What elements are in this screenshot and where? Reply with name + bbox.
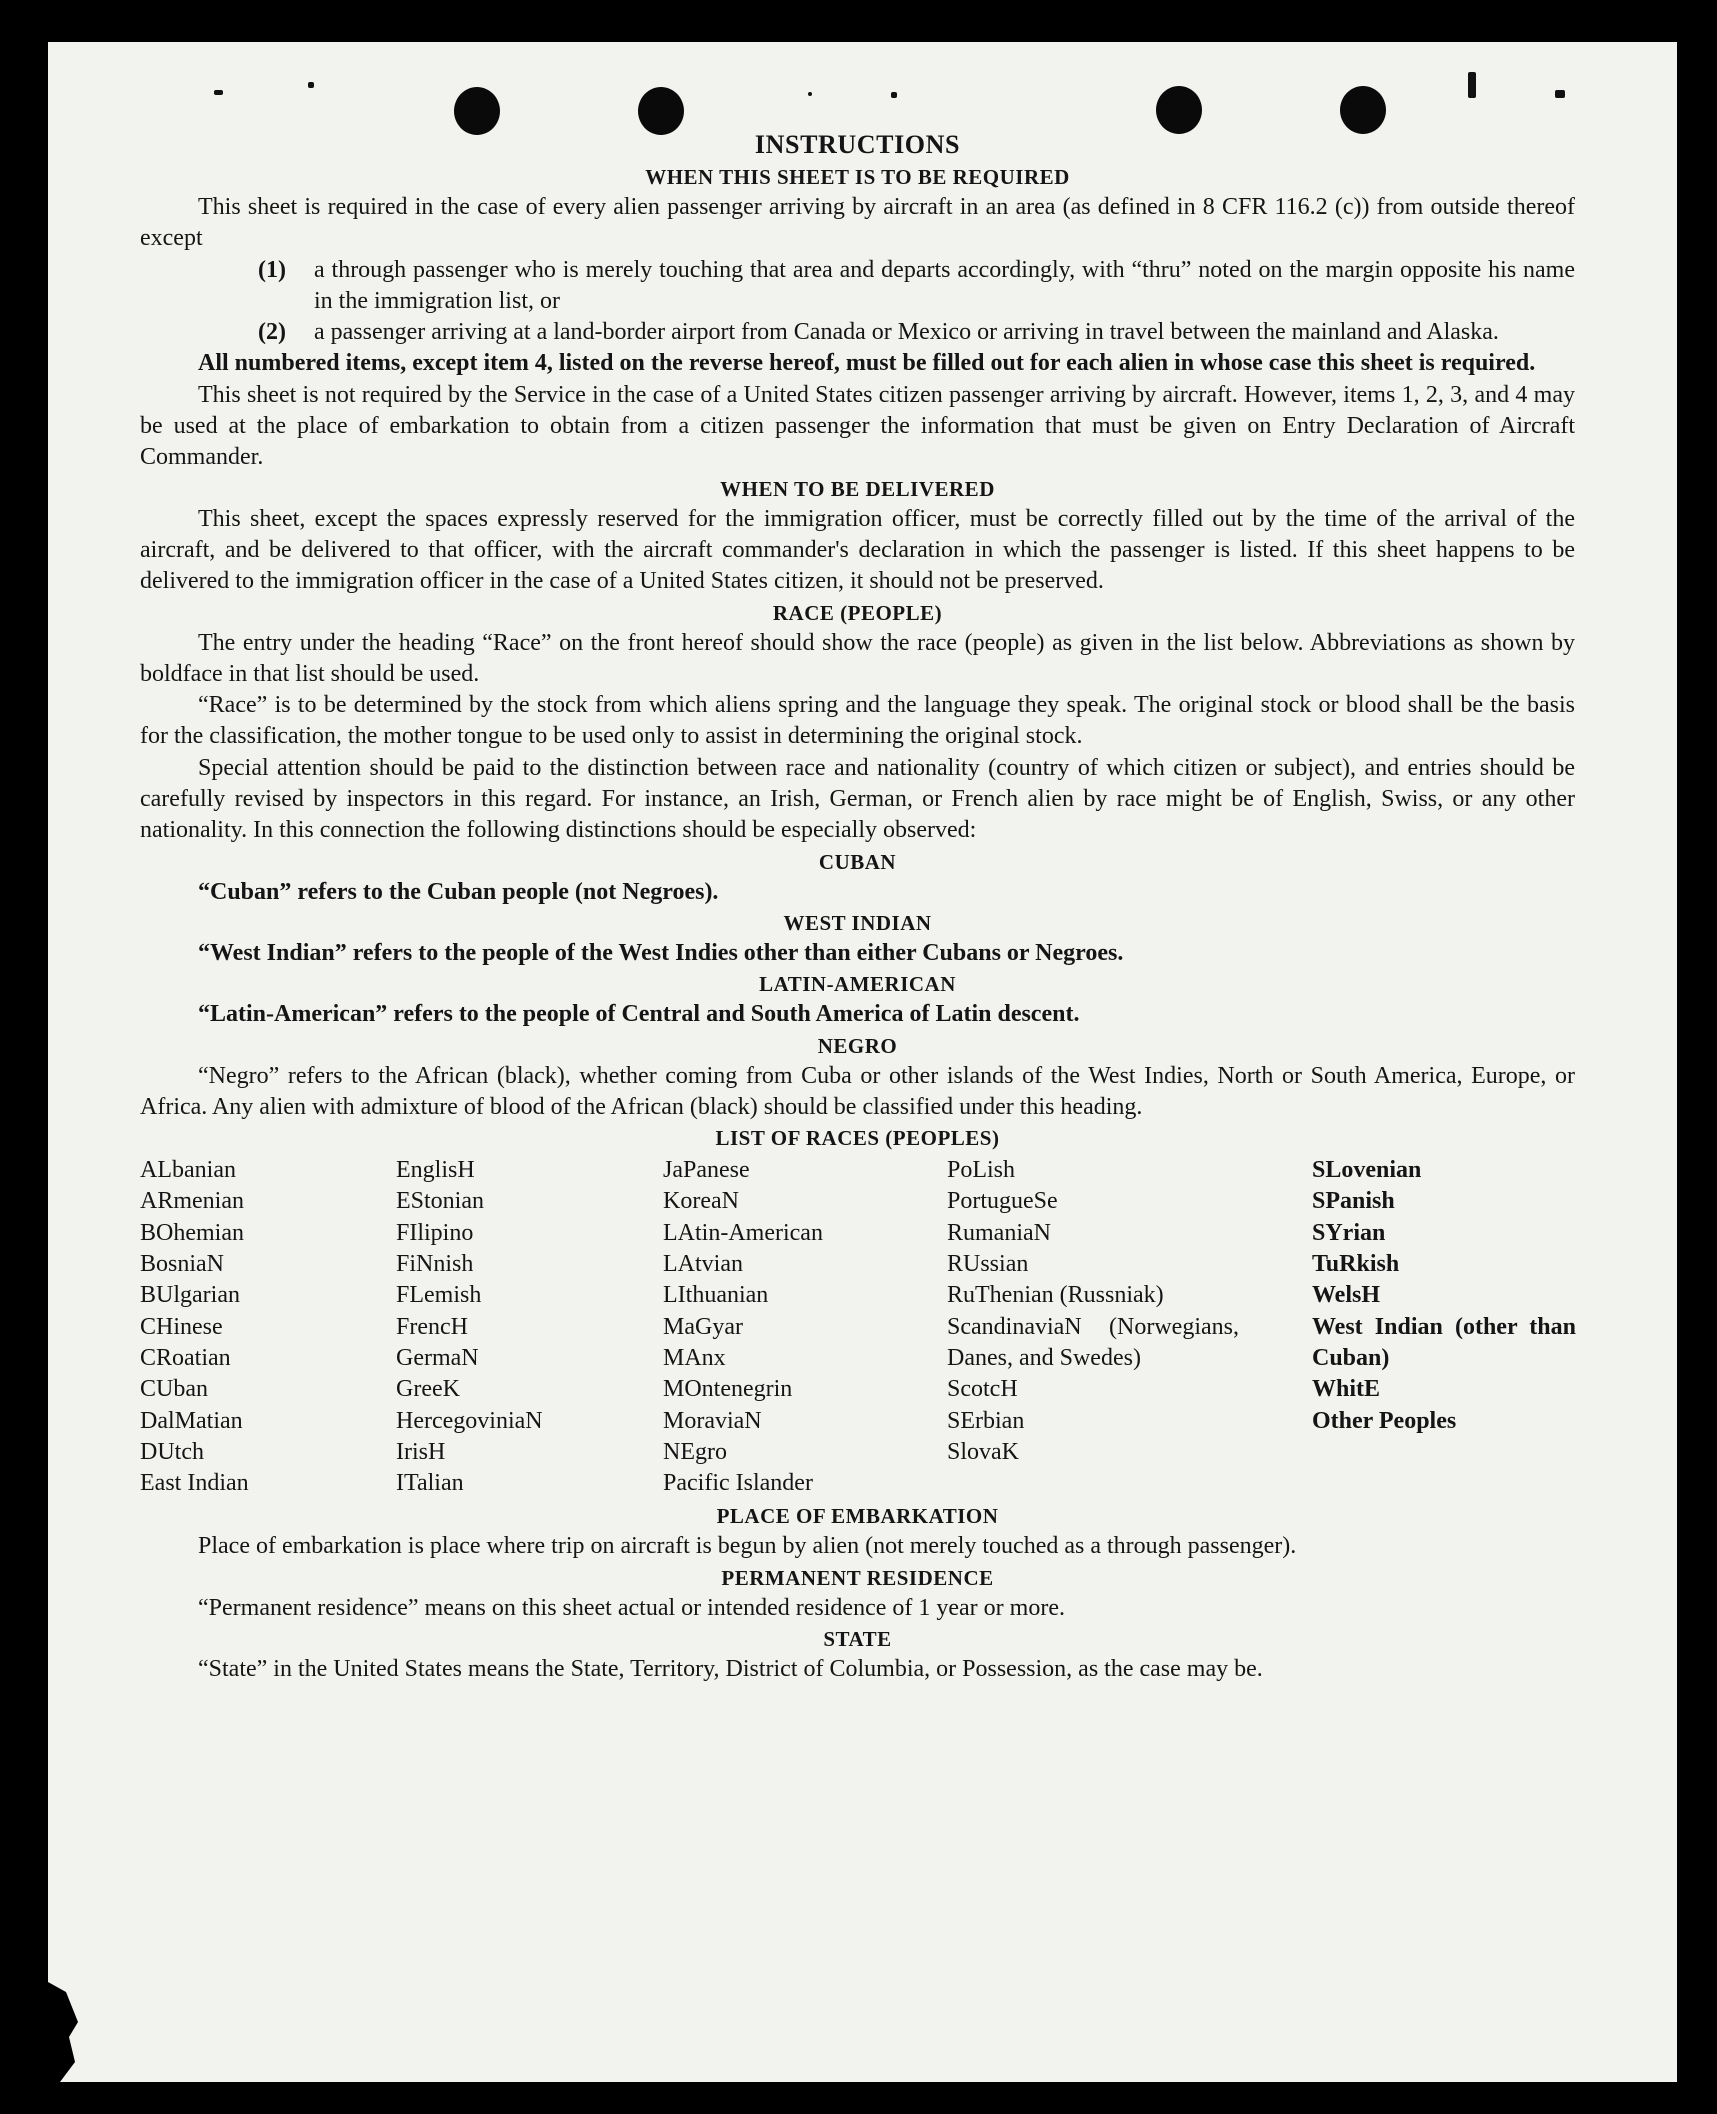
definition-negro: “Negro” refers to the African (black), whether coming from Cuba or other islands of the West Indies, North or South America, Europe, or Africa. Any alien with admixture of blood of the African (black) should be classified under this heading. xyxy=(140,1062,1575,1120)
page-tear xyxy=(48,1982,78,2082)
race-entry: SYrian xyxy=(1312,1219,1386,1246)
section-heading-cuban: CUBAN xyxy=(818,849,897,874)
race-entry: CHinese xyxy=(140,1313,223,1340)
ink-speck xyxy=(1555,90,1565,98)
race-entry: JaPanese xyxy=(663,1157,750,1184)
paragraph: All numbered items, except item 4, listed on the reverse hereof, must be filled out for each alien in whose case this sheet is required. xyxy=(198,350,1536,377)
section-heading-state: STATE xyxy=(823,1626,892,1651)
race-entry: GermaN xyxy=(396,1344,479,1371)
race-entry: FiNnish xyxy=(396,1251,474,1278)
paragraph: Special attention should be paid to the distinction between race and nationality (country of which citizen or subject), and entries should be carefully revised by inspectors in this regard. For instance, an Irish, German, or French alien by race might be of English, Swiss, or any other nationality. In this connection the following distinctions should be especially observed: xyxy=(140,754,1575,844)
races-list xyxy=(140,1155,1575,1499)
paragraph: This sheet is not required by the Service in the case of a United States citizen passenger arriving by aircraft. However, items 1, 2, 3, and 4 may be used at the place of embarkation to obtain from a citizen passenger the information that must be given on Entry Declaration of Aircraft Commander. xyxy=(140,381,1575,471)
race-entry: BosniaN xyxy=(140,1251,224,1278)
paragraph: The entry under the heading “Race” on the front hereof should show the race (people) as given in the list below. Abbreviations as shown by boldface in that list should be used. xyxy=(140,629,1575,687)
race-entry: ScandinaviaN (Norwegians, Danes, and Swedes) xyxy=(947,1313,1239,1371)
ink-speck xyxy=(891,92,897,98)
race-entry: RUssian xyxy=(947,1251,1029,1278)
paragraph: This sheet, except the spaces expressly reserved for the immigration officer, must be correctly filled out by the time of the arrival of the aircraft, and be delivered to that officer, with the aircraft commander's declaration in which the passenger is listed. If this sheet happens to be delivered to the immigration officer in the case of a United States citizen, it should not be preserved. xyxy=(140,505,1575,595)
page-title: INSTRUCTIONS xyxy=(754,130,961,159)
definition-cuban: “Cuban” refers to the Cuban people (not Negroes). xyxy=(198,878,719,905)
section-heading-delivered: WHEN TO BE DELIVERED xyxy=(720,476,995,501)
race-entry: PoLish xyxy=(947,1157,1016,1184)
race-entry: MOntenegrin xyxy=(663,1376,793,1403)
race-entry: ScotcH xyxy=(947,1376,1018,1403)
race-entry: Other Peoples xyxy=(1312,1407,1457,1434)
races-column-3 xyxy=(663,1155,947,1499)
race-entry: LAtin-American xyxy=(663,1219,823,1246)
race-entry: KoreaN xyxy=(663,1188,739,1215)
race-entry: NEgro xyxy=(663,1438,727,1465)
section-heading-negro: NEGRO xyxy=(817,1033,898,1058)
definition-latin-american: “Latin-American” refers to the people of Central and South America of Latin descent. xyxy=(198,1001,1080,1028)
race-entry: FLemish xyxy=(396,1282,482,1309)
race-entry: SLovenian xyxy=(1312,1157,1422,1184)
race-entry: ARmenian xyxy=(140,1188,244,1215)
race-entry: EnglisH xyxy=(396,1157,475,1184)
item-text: a through passenger who is merely touching that area and departs accordingly, with “thru” noted on the margin opposite his name in the immigration list, or xyxy=(314,256,1575,314)
race-entry: SErbian xyxy=(947,1407,1025,1434)
race-entry: West Indian (other than Cuban) xyxy=(1312,1313,1576,1371)
punch-hole xyxy=(1156,86,1202,134)
ink-speck xyxy=(1468,72,1476,98)
item-text: a passenger arriving at a land-border airport from Canada or Mexico or arriving in travel between the mainland and Alaska. xyxy=(314,319,1499,346)
races-column-1 xyxy=(140,1155,396,1499)
race-entry: TuRkish xyxy=(1312,1251,1400,1278)
race-entry: EStonian xyxy=(396,1188,484,1215)
section-heading-latin-american: LATIN-AMERICAN xyxy=(759,972,956,997)
section-heading-required: WHEN THIS SHEET IS TO BE REQUIRED xyxy=(645,165,1070,189)
race-entry: BOhemian xyxy=(140,1219,244,1246)
punch-hole xyxy=(1340,86,1386,134)
ink-speck xyxy=(214,90,223,95)
race-entry: WhitE xyxy=(1312,1376,1381,1403)
list-item xyxy=(140,317,1575,348)
races-column-4 xyxy=(947,1155,1247,1499)
race-entry: DUtch xyxy=(140,1438,204,1465)
race-entry: DalMatian xyxy=(140,1407,243,1434)
race-entry: BUlgarian xyxy=(140,1282,240,1309)
race-entry: LAtvian xyxy=(663,1251,743,1278)
ink-speck xyxy=(308,82,314,88)
item-number: (1) xyxy=(258,256,286,283)
definition-west-indian: “West Indian” refers to the people of the West Indies other than either Cubans or Negroes. xyxy=(198,939,1124,966)
race-entry: ITalian xyxy=(396,1470,464,1497)
race-entry: MoraviaN xyxy=(663,1407,762,1434)
race-entry: CUban xyxy=(140,1376,208,1403)
race-entry: SlovaK xyxy=(947,1438,1019,1465)
section-heading-residence: PERMANENT RESIDENCE xyxy=(721,1565,994,1590)
race-entry: FrencH xyxy=(396,1313,468,1340)
race-entry: CRoatian xyxy=(140,1344,231,1371)
race-entry: PortugueSe xyxy=(947,1188,1058,1215)
section-heading-race: RACE (PEOPLE) xyxy=(772,600,943,625)
race-entry: East Indian xyxy=(140,1470,249,1497)
race-entry: Pacific Islander xyxy=(663,1470,813,1497)
instructions-text xyxy=(140,128,1575,1685)
race-entry: MaGyar xyxy=(663,1313,743,1340)
section-heading-embarkation: PLACE OF EMBARKATION xyxy=(716,1504,999,1529)
definition-residence: “Permanent residence” means on this sheet actual or intended residence of 1 year or more. xyxy=(198,1594,1065,1621)
list-item xyxy=(140,255,1575,318)
definition-embarkation: Place of embarkation is place where trip on aircraft is begun by alien (not merely touched as a through passenger). xyxy=(198,1533,1297,1560)
race-entry: HercegoviniaN xyxy=(396,1407,543,1434)
definition-state: “State” in the United States means the State, Territory, District of Columbia, or Possession, as the case may be. xyxy=(198,1655,1263,1682)
race-entry: SPanish xyxy=(1312,1188,1395,1215)
paragraph: “Race” is to be determined by the stock from which aliens spring and the language they speak. The original stock or blood shall be the basis for the classification, the mother tongue to be used only to assist in determining the original stock. xyxy=(140,692,1575,750)
race-entry: FIlipino xyxy=(396,1219,474,1246)
paragraph: This sheet is required in the case of every alien passenger arriving by aircraft in an area (as defined in 8 CFR 116.2 (c)) from outside thereof except xyxy=(140,194,1575,252)
ink-speck xyxy=(808,92,812,96)
race-entry: GreeK xyxy=(396,1376,460,1403)
race-entry: WelsH xyxy=(1312,1282,1381,1309)
race-entry: RuThenian (Russniak) xyxy=(947,1282,1164,1309)
race-entry: ALbanian xyxy=(140,1157,236,1184)
section-heading-races-list: LIST OF RACES (PEOPLES) xyxy=(715,1126,1000,1151)
race-entry: RumaniaN xyxy=(947,1219,1051,1246)
races-column-2 xyxy=(396,1155,663,1499)
race-entry: MAnx xyxy=(663,1344,726,1371)
races-column-5 xyxy=(1312,1155,1612,1499)
section-heading-west-indian: WEST INDIAN xyxy=(783,910,932,935)
race-entry: LIthuanian xyxy=(663,1282,769,1309)
item-number: (2) xyxy=(258,319,286,346)
race-entry: IrisH xyxy=(396,1438,446,1465)
